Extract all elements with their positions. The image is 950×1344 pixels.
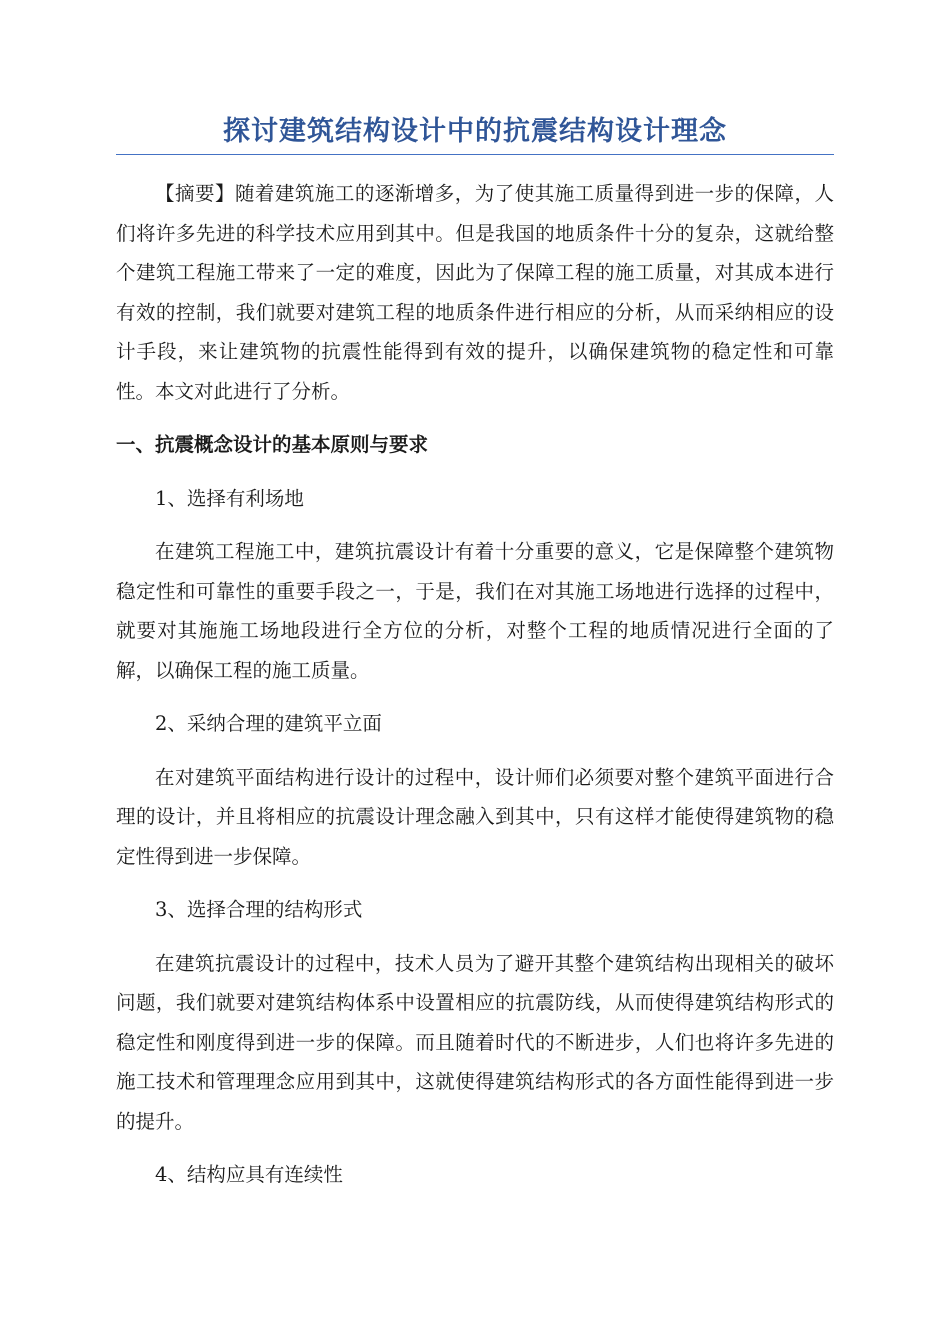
subsection-heading-2: 2、采纳合理的建筑平立面	[155, 712, 382, 735]
subsection-heading-3: 3、选择合理的结构形式	[155, 898, 363, 921]
section-heading-1: 一、抗震概念设计的基本原则与要求	[116, 433, 429, 456]
subsection-body-2: 在对建筑平面结构进行设计的过程中，设计师们必须要对整个建筑平面进行合理的设计，并且将相应的抗震设计理念融入到其中，只有这样才能使得建筑物的稳定性得到进一步保障。	[116, 765, 834, 868]
subsection-heading-4: 4、结构应具有连续性	[155, 1163, 343, 1186]
abstract-paragraph: 【摘要】随着建筑施工的逐渐增多，为了使其施工质量得到进一步的保障，人们将许多先进的科学技术应用到其中。但是我国的地质条件十分的复杂，这就给整个建筑工程施工带来了一定的难度，因此为了保障工程的施工质量，对其成本进行有效的控制，我们就要对建筑工程的地质条件进行相应的分析，从而采纳相应的设计手段，来让建筑物的抗震性能得到有效的提升，以确保建筑物的稳定性和可靠性。本文对此进行了分析。	[116, 182, 834, 403]
subsection-body-3: 在建筑抗震设计的过程中，技术人员为了避开其整个建筑结构出现相关的破坏问题，我们就要对建筑结构体系中设置相应的抗震防线，从而使得建筑结构形式的稳定性和刚度得到进一步的保障。而且随着时代的不断进步，人们也将许多先进的施工技术和管理理念应用到其中，这就使得建筑结构形式的各方面性能得到进一步的提升。	[116, 951, 834, 1133]
document-title: 探讨建筑结构设计中的抗震结构设计理念	[116, 112, 834, 155]
subsection-heading-1: 1、选择有利场地	[155, 486, 304, 510]
subsection-body-1: 在建筑工程施工中，建筑抗震设计有着十分重要的意义，它是保障整个建筑物稳定性和可靠性的重要手段之一，于是，我们在对其施工场地进行选择的过程中，就要对其施施工场地段进行全方位的分析，对整个工程的地质情况进行全面的了解，以确保工程的施工质量。	[116, 540, 834, 682]
document-page	[116, 112, 834, 1195]
